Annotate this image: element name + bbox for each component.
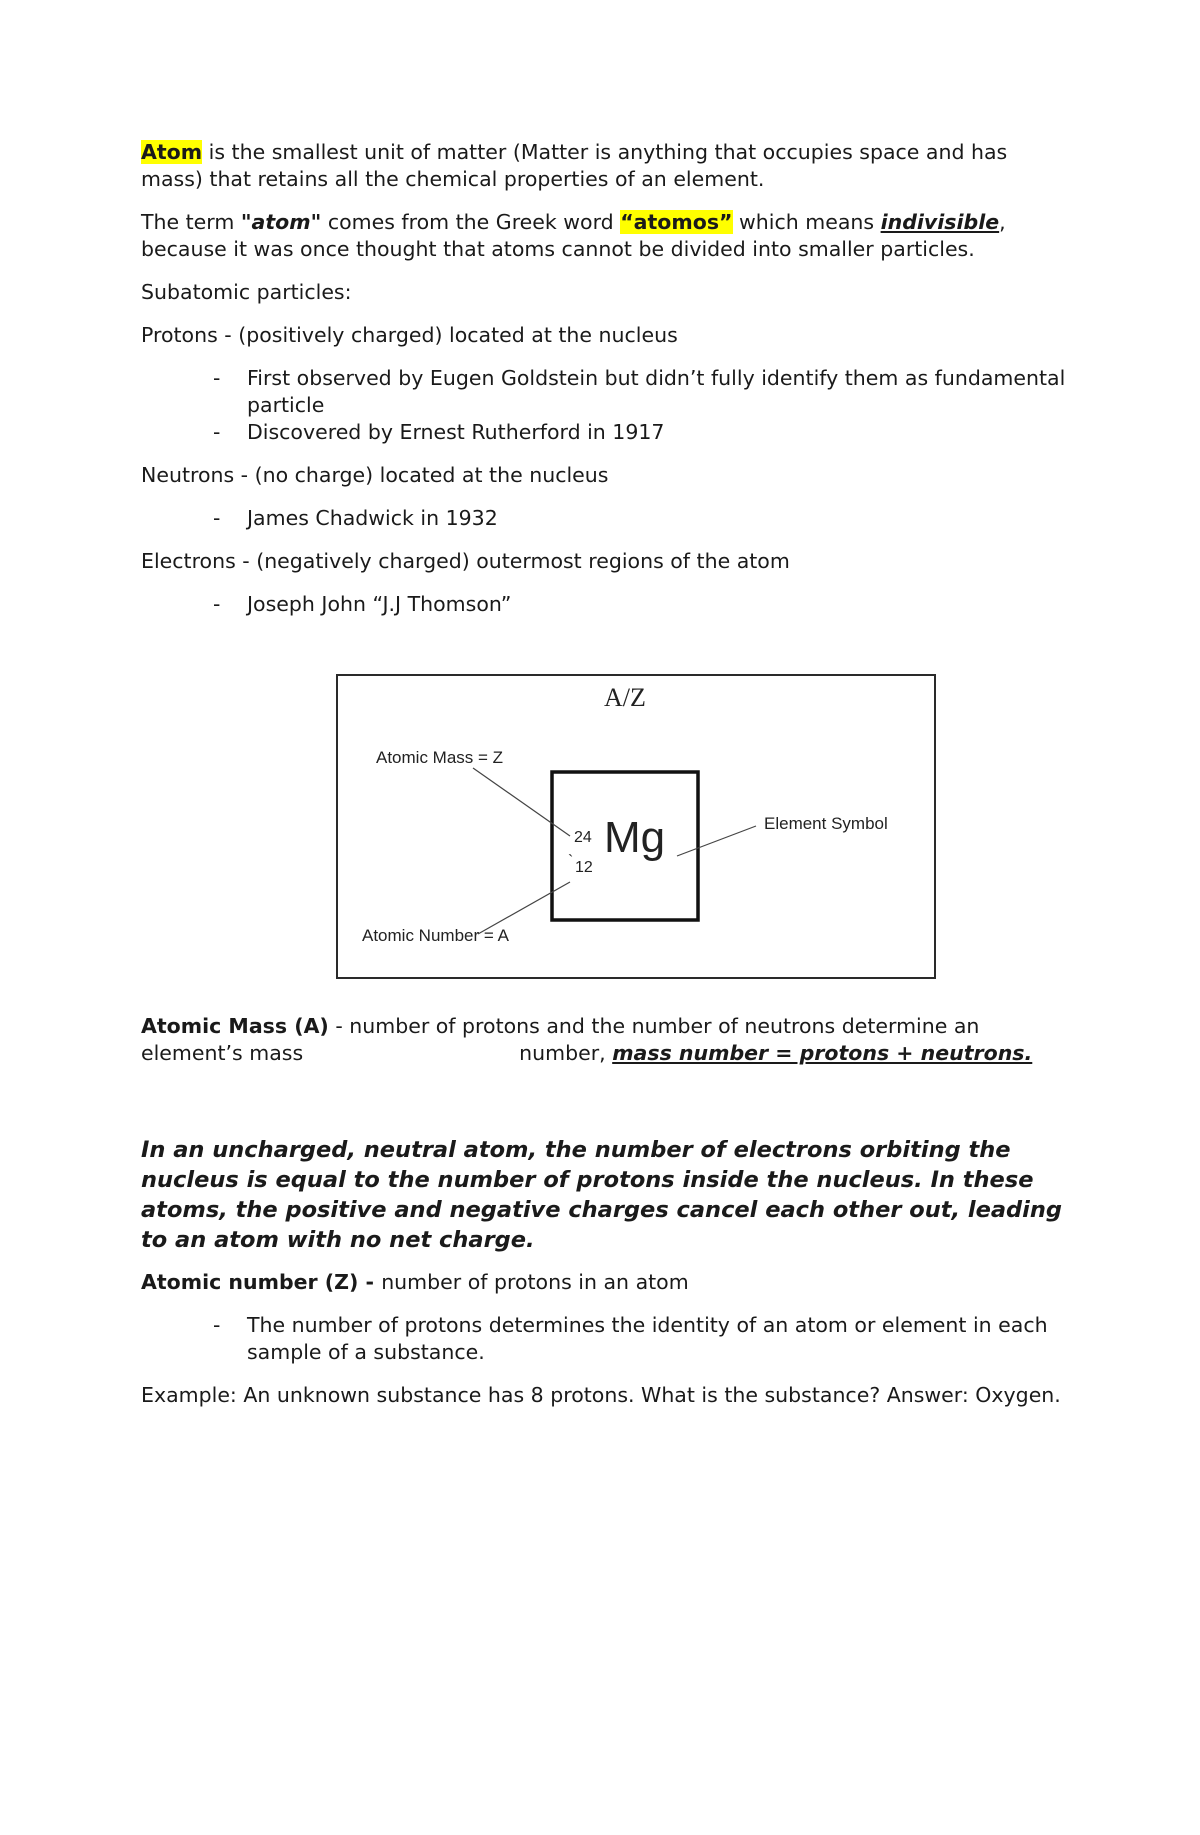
list-item: - James Chadwick in 1932 bbox=[141, 505, 1071, 532]
atomic-number-definition bbox=[141, 1269, 1071, 1296]
atom-definition bbox=[141, 139, 1071, 193]
element-notation-figure bbox=[336, 674, 936, 979]
etymology-text-2: comes from the Greek word bbox=[321, 210, 621, 234]
term-atom: Atom bbox=[141, 140, 203, 164]
neutral-atom-note: In an uncharged, neutral atom, the number of electrons orbiting the nucleus is equal to the number of protons inside the nucleus. In these atoms, the positive and negative charges cancel each other out, leading to an atom with no net charge. bbox=[141, 1137, 1062, 1253]
protons-heading: Protons - (positively charged) located at the nucleus bbox=[141, 323, 678, 347]
electrons-list bbox=[141, 591, 1071, 618]
etymology-text-1: The term bbox=[141, 210, 241, 234]
atomic-mass-label: Atomic Mass = Z bbox=[376, 748, 504, 767]
list-item: - First observed by Eugen Goldstein but didn’t fully identify them as fundamental particle bbox=[141, 365, 1071, 419]
mass-number: 24 bbox=[574, 829, 592, 846]
atomic-number-list bbox=[141, 1312, 1071, 1366]
mass-number-formula: mass number = protons + neutrons. bbox=[612, 1041, 1033, 1065]
atomic-mass-text-2: number, bbox=[519, 1041, 613, 1065]
electrons-heading: Electrons - (negatively charged) outermost regions of the atom bbox=[141, 549, 790, 573]
list-item: - Discovered by Ernest Rutherford in 1917 bbox=[141, 419, 1071, 446]
atomic-number-term: Atomic number (Z) - bbox=[141, 1270, 382, 1294]
atomic-mass-pointer bbox=[473, 768, 570, 836]
atomic-number-value: 12 bbox=[575, 859, 593, 876]
example-paragraph: Example: An unknown substance has 8 protons. What is the substance? Answer: Oxygen. bbox=[141, 1383, 1061, 1407]
document-body bbox=[141, 139, 1071, 1409]
subatomic-heading: Subatomic particles: bbox=[141, 280, 352, 304]
etymology-text-3: which means bbox=[732, 210, 881, 234]
atom-etymology bbox=[141, 209, 1071, 263]
neutrons-heading: Neutrons - (no charge) located at the nucleus bbox=[141, 463, 609, 487]
atomic-number-text: number of protons in an atom bbox=[381, 1270, 689, 1294]
list-item: - Joseph John “J.J Thomson” bbox=[141, 591, 1071, 618]
list-item: - The number of protons determines the identity of an atom or element in each sample of a substance. bbox=[141, 1312, 1071, 1366]
etymology-text-4: , because it was once thought that atoms cannot be divided into smaller particles. bbox=[141, 210, 1006, 261]
indivisible-term: indivisible bbox=[880, 210, 1000, 234]
protons-list bbox=[141, 365, 1071, 446]
tick-mark: ` bbox=[568, 853, 574, 870]
atomic-number-label: Atomic Number = A bbox=[362, 926, 509, 945]
atom-quoted: "atom" bbox=[240, 210, 322, 234]
neutrons-list bbox=[141, 505, 1071, 532]
atomic-mass-definition bbox=[141, 1013, 1071, 1067]
atomic-mass-text-1: - number of protons and the number of neutrons determine an element’s mass bbox=[141, 1014, 980, 1065]
figure-title: A/Z bbox=[604, 683, 646, 712]
atomos-highlight: “atomos” bbox=[620, 210, 733, 234]
element-symbol-pointer bbox=[677, 826, 756, 856]
element-symbol-label: Element Symbol bbox=[764, 814, 888, 833]
element-symbol: Mg bbox=[604, 813, 666, 862]
atomic-mass-term: Atomic Mass (A) bbox=[141, 1014, 329, 1038]
atom-definition-text: is the smallest unit of matter (Matter is anything that occupies space and has mass) that retains all the chemical properties of an element. bbox=[141, 140, 1008, 191]
